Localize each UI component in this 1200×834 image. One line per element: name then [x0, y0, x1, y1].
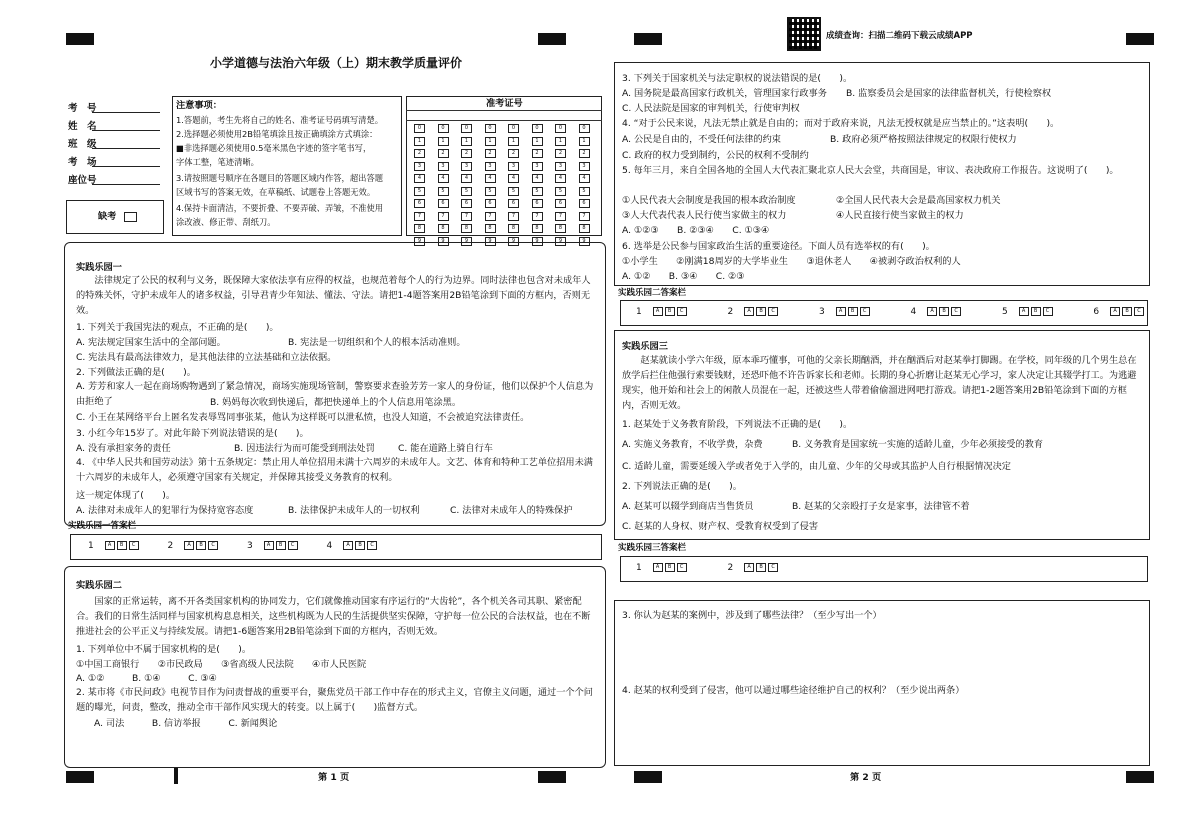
ticket-digit-bubble[interactable]: 0 — [555, 124, 566, 133]
notice-line: 涂改液、修正带、刮纸刀。 — [176, 217, 276, 227]
notice-title: 注意事项： — [176, 100, 222, 111]
option: B. 妈妈每次收到快递后，都把快递单上的个人信息用笔涂黑。 — [210, 397, 462, 408]
option: A. 没有承担家务的责任 — [76, 443, 171, 454]
ticket-digit-bubble[interactable]: 9 — [485, 237, 496, 246]
answer-bubble[interactable]: C — [1043, 307, 1053, 316]
option: C. 人民法院是国家的审判机关，行使审判权 — [622, 103, 800, 114]
section1-heading: 实践乐园一 — [76, 262, 122, 273]
registration-mark — [1126, 33, 1154, 45]
answer-bubble[interactable]: B — [756, 563, 766, 572]
option: B. 义务教育是国家统一实施的适龄儿童，少年必须接受的教育 — [792, 439, 1044, 450]
answer-bubble[interactable]: A — [105, 541, 115, 550]
option: C. 宪法具有最高法律效力，是其他法律的立法基础和立法依据。 — [76, 352, 337, 363]
ticket-digit-bubble[interactable]: 0 — [414, 124, 425, 133]
ticket-digit-bubble[interactable]: 4 — [414, 174, 425, 183]
answer1-row — [88, 541, 379, 551]
ticket-label: 准考证号 — [486, 98, 523, 109]
ticket-digit-bubble[interactable]: 2 — [485, 149, 496, 158]
option: C. 小王在某网络平台上匿名发表辱骂同事张某，他认为这样既可以泄私愤，也没人知道，不会被追究法律责任。 — [76, 412, 530, 423]
answer-bubbles[interactable] — [927, 307, 963, 317]
ticket-digit-bubble[interactable]: 1 — [555, 137, 566, 146]
option: B. 监察委员会是国家的法律监督机关，行使检察权 — [846, 88, 1052, 99]
answer-bubbles[interactable] — [105, 541, 141, 551]
question: 3. 下列关于国家机关与法定职权的说法错误的是( )。 — [622, 73, 853, 84]
ticket-digit-bubble[interactable]: 8 — [485, 224, 496, 233]
answer-bubble[interactable]: A — [653, 563, 663, 572]
ticket-digit-bubble[interactable]: 5 — [485, 187, 496, 196]
section3-heading: 实践乐园三 — [622, 341, 668, 352]
ticket-digit-bubble[interactable]: 0 — [485, 124, 496, 133]
question: 4. 《中华人民共和国劳动法》第十五条规定：禁止用人单位招用未满十六周岁的未成年人。文艺、体育和特种工艺单位招用未满十六周岁的未成年人，必须遵守国家有关规定，并保障其接受义务教育的权利。 — [76, 457, 593, 483]
answer-bubble[interactable]: A — [836, 307, 846, 316]
ticket-digit-bubble[interactable]: 8 — [532, 224, 543, 233]
page1-footer: 第 1 页 — [318, 772, 350, 783]
ticket-digit-bubble[interactable]: 7 — [508, 212, 519, 221]
question: 2. 下列做法正确的是( )。 — [76, 367, 196, 378]
timing-mark — [174, 768, 178, 784]
option: A. 公民是自由的，不受任何法律的约束 — [622, 134, 781, 145]
question: 1. 下列关于我国宪法的观点，不正确的是( )。 — [76, 322, 279, 333]
ticket-digit-bubble[interactable]: 5 — [461, 187, 472, 196]
input-line[interactable] — [92, 112, 160, 113]
option: C. 法律对未成年人的特殊保护 — [450, 505, 573, 516]
ticket-digit-bubble[interactable]: 4 — [461, 174, 472, 183]
answer-bubble[interactable]: A — [744, 307, 754, 316]
notice-line: 4.保持卡面清洁，不要折叠、不要弄破、弄皱，不准使用 — [176, 203, 384, 213]
ticket-digit-bubble[interactable]: 7 — [532, 212, 543, 221]
ticket-digit-bubble[interactable]: 8 — [461, 224, 472, 233]
input-line[interactable] — [92, 148, 160, 149]
ticket-digit-bubble[interactable]: 1 — [579, 137, 590, 146]
option: C. 适龄儿童，需要延缓入学或者免于入学的，由儿童、少年的父母或其监护人自行根据情况决定 — [622, 461, 1011, 472]
answer-number: 5 — [1001, 307, 1008, 317]
answer1-label: 实践乐园一答案栏 — [68, 521, 137, 531]
notice-line: 3.请按照题号顺序在各题目的答题区域内作答，超出答题 — [176, 173, 384, 183]
page-title: 小学道德与法治六年级（上）期末教学质量评价 — [210, 56, 463, 70]
answer-bubbles[interactable] — [836, 307, 872, 317]
input-line[interactable] — [92, 130, 160, 131]
ticket-digit-bubble[interactable]: 6 — [508, 199, 519, 208]
ticket-number-grid — [406, 96, 602, 236]
answer-bubble[interactable]: A — [1110, 307, 1120, 316]
answer-bubble[interactable]: C — [768, 563, 778, 572]
notice-line: 1.答题前，考生先将自己的姓名、准考证号码填写清楚。 — [176, 115, 384, 125]
ticket-digit-bubble[interactable]: 3 — [532, 162, 543, 171]
absent-label: 缺考 — [98, 211, 117, 222]
ticket-digit-bubble[interactable]: 0 — [461, 124, 472, 133]
notice-line: 区域书写的答案无效，在草稿纸、试题卷上答题无效。 — [176, 187, 376, 197]
answer-bubble[interactable]: A — [1019, 307, 1029, 316]
ticket-digit-bubble[interactable]: 8 — [414, 224, 425, 233]
ticket-digit-bubble[interactable]: 3 — [485, 162, 496, 171]
ticket-digit-bubble[interactable]: 6 — [414, 199, 425, 208]
answer-bubbles[interactable] — [653, 307, 689, 317]
ticket-column — [532, 124, 543, 246]
answer-number: 6 — [1093, 307, 1100, 317]
ticket-column — [485, 124, 496, 246]
option: ①中国工商银行 ②市民政局 ③省高级人民法院 ④市人民医院 — [76, 659, 367, 670]
ticket-divider — [406, 110, 602, 111]
question: 4. 赵某的权利受到了侵害，他可以通过哪些途径维护自己的权利？（至少说出两条） — [622, 685, 965, 696]
ticket-digit-bubble[interactable]: 9 — [579, 237, 590, 246]
ticket-digit-bubble[interactable]: 4 — [579, 174, 590, 183]
input-line[interactable] — [92, 166, 160, 167]
ticket-digit-bubble[interactable]: 9 — [555, 237, 566, 246]
option: B. 宪法是一切组织和个人的根本活动准则。 — [288, 337, 466, 348]
ticket-digit-bubble[interactable]: 8 — [579, 224, 590, 233]
answer-bubbles[interactable] — [343, 541, 379, 551]
answer-bubble[interactable]: C — [677, 563, 687, 572]
ticket-digit-bubble[interactable]: 3 — [579, 162, 590, 171]
answer-bubble[interactable]: B — [196, 541, 206, 550]
ticket-digit-bubble[interactable]: 2 — [438, 149, 449, 158]
answer-bubble[interactable]: B — [1122, 307, 1132, 316]
ticket-digit-bubble[interactable]: 3 — [438, 162, 449, 171]
ticket-digit-bubble[interactable]: 8 — [438, 224, 449, 233]
question: 3. 你认为赵某的案例中，涉及到了哪些法律？（至少写出一个） — [622, 610, 882, 621]
registration-mark — [66, 33, 94, 45]
ticket-digit-bubble[interactable]: 1 — [438, 137, 449, 146]
answer-bubble[interactable]: C — [1134, 307, 1144, 316]
field-label: 考 场 — [68, 157, 97, 168]
ticket-digit-bubble[interactable]: 2 — [532, 149, 543, 158]
ticket-digit-bubble[interactable]: 7 — [555, 212, 566, 221]
question: 4. “对于公民来说，凡法无禁止就是自由的；而对于政府来说，凡法无授权就是应当禁止的。”这表明( )。 — [622, 118, 1060, 129]
ticket-digit-bubble[interactable]: 2 — [555, 149, 566, 158]
answer-bubble[interactable]: B — [276, 541, 286, 550]
answer-bubble[interactable]: B — [756, 307, 766, 316]
ticket-digit-bubble[interactable]: 2 — [579, 149, 590, 158]
ticket-column — [555, 124, 566, 246]
option: ④人民直接行使当家做主的权力 — [836, 210, 964, 221]
ticket-digit-bubble[interactable]: 3 — [508, 162, 519, 171]
ticket-digit-bubble[interactable]: 6 — [461, 199, 472, 208]
answer-number: 1 — [636, 563, 642, 573]
answer-bubble[interactable]: A — [653, 307, 663, 316]
notice-line: ■非选择题必须使用0.5毫米黑色字迹的签字笔书写， — [176, 143, 372, 153]
option: B. 法律保护未成年人的一切权利 — [288, 505, 420, 516]
registration-mark — [634, 771, 662, 783]
ticket-digit-bubble[interactable]: 6 — [485, 199, 496, 208]
ticket-digit-bubble[interactable]: 1 — [532, 137, 543, 146]
field-label: 姓 名 — [68, 121, 97, 132]
option: B. 政府必须严格按照法律规定的权限行使权力 — [830, 134, 1017, 145]
answer-bubble[interactable]: C — [677, 307, 687, 316]
ticket-column — [508, 124, 519, 246]
answer-bubble[interactable]: A — [744, 563, 754, 572]
page2-header-text: 成绩查询：扫描二维码下载云成绩APP — [826, 31, 973, 41]
ticket-digit-bubble[interactable]: 3 — [414, 162, 425, 171]
ticket-digit-bubble[interactable]: 7 — [461, 212, 472, 221]
ticket-digit-bubble[interactable]: 1 — [485, 137, 496, 146]
ticket-digit-bubble[interactable]: 9 — [532, 237, 543, 246]
answer-number: 2 — [727, 563, 734, 573]
question: 6. 选举是公民参与国家政治生活的重要途径。下面人员有选举权的有( )。 — [622, 241, 935, 252]
ticket-digit-bubble[interactable]: 9 — [414, 237, 425, 246]
answer-bubble[interactable]: A — [343, 541, 353, 550]
section3-intro: 赵某就读小学六年级，原本乖巧懂事，可他的父亲长期酗酒，并在酗酒后对赵某拳打脚踢。在学校，同年级的几个男生总在放学后拦住他强行索要钱财，还恐吓他不许告诉家长和老师。长期的身心折磨让赵某无心学习，家人决定让其辍学打工。为逃避现实，他开始和社会上的闲散人员混在一起，还被这些人带着偷偷溜进网吧打游戏。请把1-2题答案用2B铅笔涂到下面的方框内，否则无效。 — [622, 355, 1137, 411]
ticket-divider — [406, 120, 602, 121]
registration-mark — [538, 771, 566, 783]
question: 3. 小红今年15岁了。对此年龄下列说法错误的是( )。 — [76, 428, 309, 439]
ticket-digit-bubble[interactable]: 1 — [414, 137, 425, 146]
ticket-digit-bubble[interactable]: 9 — [508, 237, 519, 246]
section1-intro: 法律规定了公民的权利与义务，既保障大家依法享有应得的权益，也规范着每个人的行为边界。同时法律也包含对未成年人的特殊关怀，守护未成年人的诸多权益，引导君青少年知法、懂法、守法。请把1-4题答案用2B铅笔涂到下面的方框内，否则无效。 — [76, 275, 591, 316]
ticket-digit-bubble[interactable]: 7 — [579, 212, 590, 221]
answer-number: 2 — [727, 307, 734, 317]
answer-bubble[interactable]: A — [927, 307, 937, 316]
answer-bubble[interactable]: C — [768, 307, 778, 316]
option: ③人大代表代表人民行使当家做主的权力 — [622, 210, 787, 221]
option: B. 因违法行为而可能受到刑法处罚 — [234, 443, 375, 454]
question: 1. 下列单位中不属于国家机构的是( )。 — [76, 644, 252, 655]
ticket-column — [438, 124, 449, 246]
answer-bubble[interactable]: C — [129, 541, 139, 550]
ticket-digit-bubble[interactable]: 1 — [461, 137, 472, 146]
ticket-digit-bubble[interactable]: 4 — [532, 174, 543, 183]
answer-bubbles[interactable] — [184, 541, 220, 551]
option: A. ①② B. ③④ C. ②③ — [622, 271, 745, 282]
ticket-digit-bubble[interactable]: 5 — [532, 187, 543, 196]
answer-bubble[interactable]: B — [1031, 307, 1041, 316]
option: ①小学生 ②刚满18周岁的大学毕业生 ③退休老人 ④被剥夺政治权利的人 — [622, 256, 961, 267]
answer2-label: 实践乐园二答案栏 — [618, 288, 687, 298]
answer3-label: 实践乐园三答案栏 — [618, 543, 687, 553]
ticket-digit-bubble[interactable]: 5 — [414, 187, 425, 196]
qr-code-icon — [787, 17, 821, 51]
answer-bubble[interactable]: B — [355, 541, 365, 550]
ticket-digit-bubble[interactable]: 4 — [555, 174, 566, 183]
ticket-digit-bubble[interactable]: 0 — [438, 124, 449, 133]
registration-mark — [1126, 771, 1154, 783]
option: A. 实施义务教育，不收学费，杂费 — [622, 439, 763, 450]
answer-bubbles[interactable] — [264, 541, 300, 551]
ticket-digit-bubble[interactable]: 5 — [508, 187, 519, 196]
question: 1. 赵某处于义务教育阶段，下列说法不正确的是( )。 — [622, 419, 853, 430]
question: 2. 下列说法正确的是( )。 — [622, 481, 742, 492]
ticket-digit-bubble[interactable]: 5 — [438, 187, 449, 196]
ticket-digit-bubble[interactable]: 4 — [485, 174, 496, 183]
answer-bubble[interactable]: B — [665, 563, 675, 572]
ticket-digit-bubble[interactable]: 6 — [555, 199, 566, 208]
ticket-digit-bubble[interactable]: 4 — [508, 174, 519, 183]
answer-bubble[interactable]: C — [367, 541, 377, 550]
answer-number: 4 — [326, 541, 333, 551]
option: A. 赵某可以辍学到商店当售货员 — [622, 501, 754, 512]
answer-number: 3 — [246, 541, 253, 551]
ticket-column — [414, 124, 425, 246]
page2-footer: 第 2 页 — [850, 772, 882, 783]
ticket-column — [579, 124, 590, 246]
ticket-digit-bubble[interactable]: 3 — [555, 162, 566, 171]
ticket-digit-bubble[interactable]: 5 — [555, 187, 566, 196]
option: A. ①②③ B. ②③④ C. ①③④ — [622, 225, 770, 236]
ticket-digit-bubble[interactable]: 5 — [579, 187, 590, 196]
option: A. ①② B. ①④ C. ③④ — [76, 673, 217, 684]
section2-heading: 实践乐园二 — [76, 580, 122, 591]
answer-number: 1 — [636, 307, 642, 317]
ticket-digit-bubble[interactable]: 9 — [461, 237, 472, 246]
option: C. 能在道路上骑自行车 — [398, 443, 493, 454]
ticket-digit-bubble[interactable]: 0 — [532, 124, 543, 133]
registration-mark — [66, 771, 94, 783]
answer-number: 2 — [167, 541, 174, 551]
option: B. 赵某的父亲殴打子女是家事，法律管不着 — [792, 501, 970, 512]
field-label: 考 号 — [68, 103, 97, 114]
ticket-digit-bubble[interactable]: 9 — [438, 237, 449, 246]
ticket-digit-bubble[interactable]: 6 — [579, 199, 590, 208]
answer-bubble[interactable]: B — [939, 307, 949, 316]
ticket-digit-bubble[interactable]: 3 — [461, 162, 472, 171]
field-label: 座位号 — [68, 175, 97, 186]
answer-bubble[interactable]: C — [860, 307, 870, 316]
answer-number: 1 — [88, 541, 94, 551]
answer-bubbles[interactable] — [653, 563, 689, 573]
ticket-digit-bubble[interactable]: 6 — [532, 199, 543, 208]
option: A. 芳芳和家人一起在商场购物遇到了紧急情况，商场实施现场管制，警察要求查验芳芳一家人的身份证，他们以保护个人信息为由拒绝了 — [76, 381, 594, 407]
answer-bubble[interactable]: C — [208, 541, 218, 550]
question: 5. 每年三月，来自全国各地的全国人大代表汇聚北京人民大会堂，共商国是，审议、表决政府工作报告。这说明了( )。 — [622, 165, 1119, 176]
question: 2. 某市将《市民问政》电视节目作为问责督战的重要平台，聚焦党员干部工作中存在的形式主义，官僚主义问题，通过一个个问题的曝光，问责，整改，推动全市干部作风实现大的转变。以上属于( )监督方式。 — [76, 687, 593, 713]
ticket-digit-bubble[interactable]: 8 — [555, 224, 566, 233]
answer-number: 3 — [818, 307, 825, 317]
answer-bubble[interactable]: A — [184, 541, 194, 550]
answer-bubbles[interactable] — [1019, 307, 1055, 317]
answer-bubble[interactable]: A — [264, 541, 274, 550]
ticket-digit-bubble[interactable]: 0 — [508, 124, 519, 133]
registration-mark — [538, 33, 566, 45]
option: C. 政府的权力受到制约，公民的权利不受制约 — [622, 150, 809, 161]
question: 这一规定体现了( )。 — [76, 490, 176, 501]
ticket-digit-bubble[interactable]: 2 — [508, 149, 519, 158]
answer-bubbles[interactable] — [744, 307, 780, 317]
ticket-digit-bubble[interactable]: 2 — [461, 149, 472, 158]
notice-line: 字体工整，笔迹清晰。 — [176, 157, 259, 167]
option: A. 宪法规定国家生活中的全部问题。 — [76, 337, 226, 348]
answer-bubble[interactable]: B — [848, 307, 858, 316]
answer-bubble[interactable]: C — [288, 541, 298, 550]
option: ①人民代表大会制度是我国的根本政治制度 — [622, 195, 796, 206]
ticket-digit-bubble[interactable]: 0 — [579, 124, 590, 133]
ticket-digit-bubble[interactable]: 4 — [438, 174, 449, 183]
option: ②全国人民代表大会是最高国家权力机关 — [836, 195, 1001, 206]
ticket-column — [461, 124, 472, 246]
section2-intro: 国家的正常运转，离不开各类国家机构的协同发力，它们就像推动国家有序运行的“大齿轮”，各个机关各司其职、紧密配合。我们的日常生活同样与国家机构息息相关，这些机构既为人民的生活提供坚实保障，守护每一位公民的合法权益，也在不断推进社会的公平正义与持续发展。请把1-6题答案用2B铅笔涂到下面的方框内，否则无效。 — [76, 596, 591, 637]
answer2-row — [636, 307, 1146, 317]
ticket-digit-bubble[interactable]: 7 — [414, 212, 425, 221]
absent-checkbox[interactable] — [124, 212, 137, 222]
option: A. 法律对未成年人的犯罪行为保持宽容态度 — [76, 505, 254, 516]
option: A. 司法 B. 信访举报 C. 新闻舆论 — [94, 718, 278, 729]
answer-bubble[interactable]: B — [117, 541, 127, 550]
ticket-digit-bubble[interactable]: 8 — [508, 224, 519, 233]
ticket-digit-bubble[interactable]: 6 — [438, 199, 449, 208]
ticket-digit-bubble[interactable]: 7 — [438, 212, 449, 221]
answer-number: 4 — [910, 307, 917, 317]
ticket-digit-bubble[interactable]: 1 — [508, 137, 519, 146]
ticket-digit-bubble[interactable]: 2 — [414, 149, 425, 158]
option: A. 国务院是最高国家行政机关，管理国家行政事务 — [622, 88, 827, 99]
answer-bubble[interactable]: C — [951, 307, 961, 316]
field-label: 班 级 — [68, 139, 97, 150]
option: C. 赵某的人身权、财产权、受教育权受到了侵害 — [622, 521, 819, 532]
ticket-digit-bubble[interactable]: 7 — [485, 212, 496, 221]
registration-mark — [634, 33, 662, 45]
answer-bubble[interactable]: B — [665, 307, 675, 316]
answer-bubbles[interactable] — [744, 563, 780, 573]
input-line[interactable] — [92, 184, 160, 185]
written-answer-box[interactable] — [614, 600, 1150, 766]
answer3-row — [636, 563, 780, 573]
notice-line: 2.选择题必须使用2B铅笔填涂且按正确填涂方式填涂： — [176, 129, 378, 139]
answer-bubbles[interactable] — [1110, 307, 1146, 317]
